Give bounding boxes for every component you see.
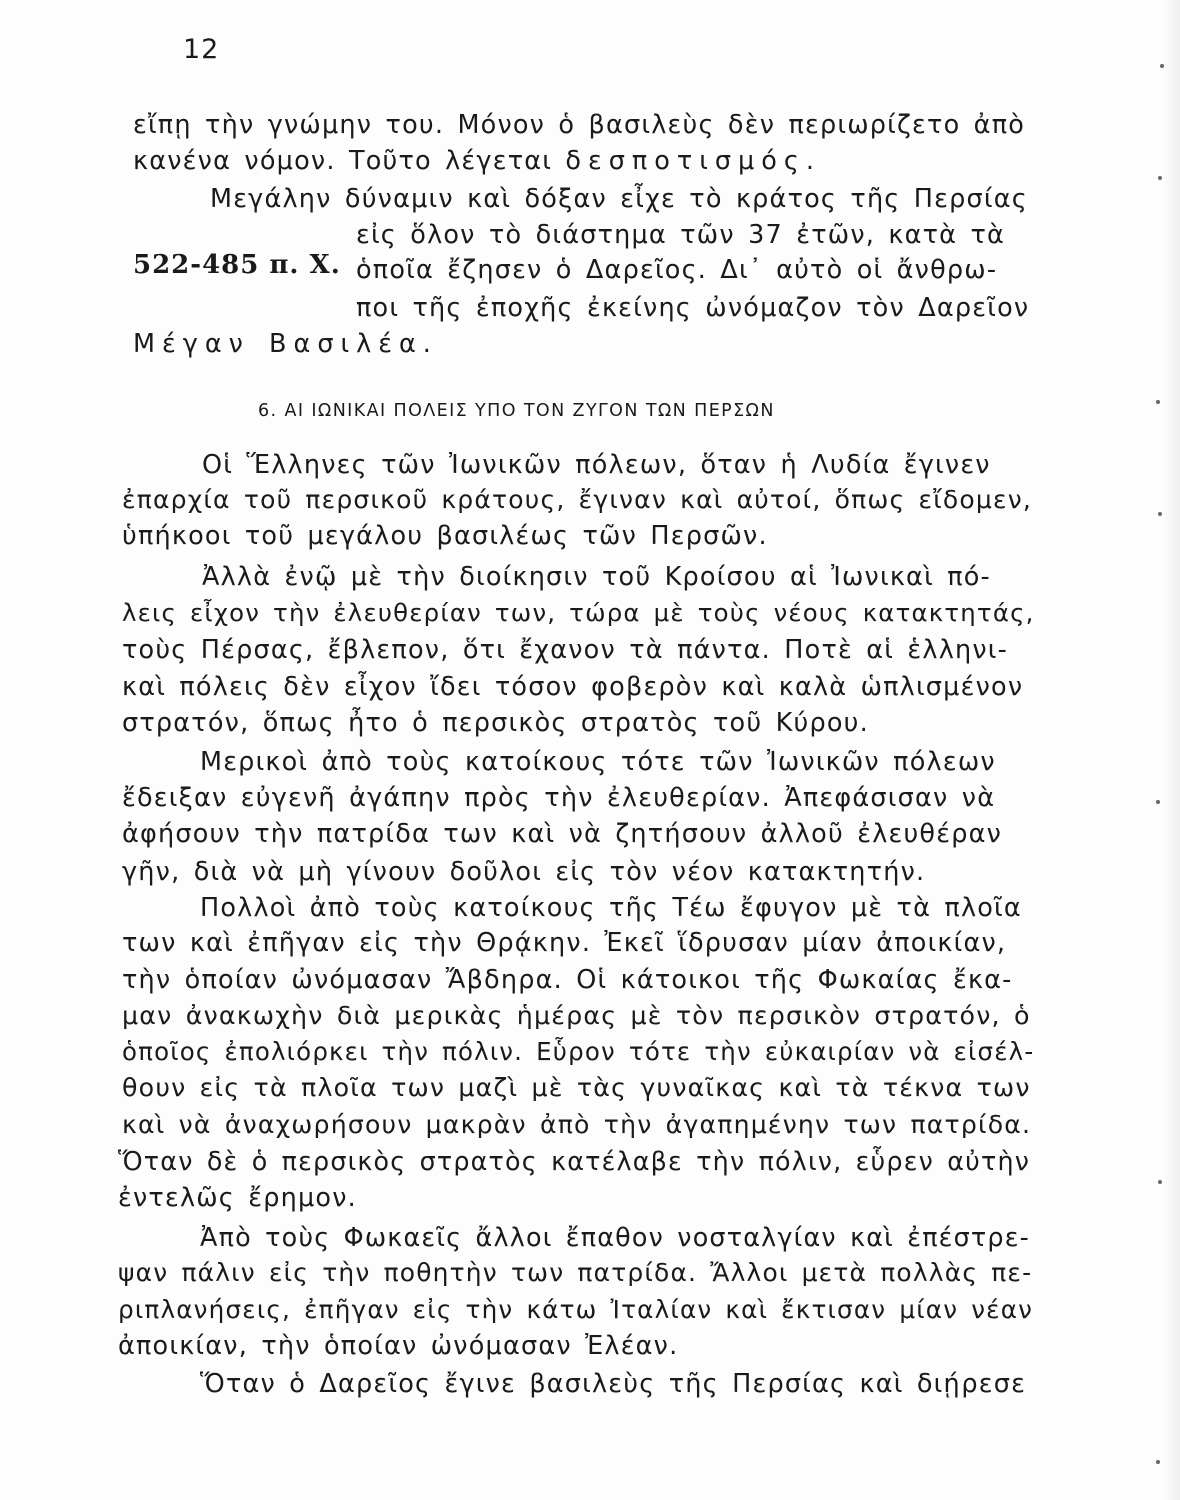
- scan-speck: [1156, 800, 1160, 804]
- text-line: Μερικοὶ ἀπὸ τοὺς κατοίκους τότε τῶν Ἰωνικῶν πόλεων: [200, 747, 996, 777]
- emphasized-title: Μέγαν Βασιλέα.: [133, 329, 438, 359]
- section-heading: 6. ΑΙ ΙΩΝΙΚΑΙ ΠΟΛΕΙΣ ΥΠΟ ΤΟΝ ΖΥΓΟΝ ΤΩΝ ΠΕΡΣΩΝ: [258, 401, 775, 421]
- text-line: τοὺς Πέρσας, ἔβλεπον, ὅτι ἔχανον τὰ πάντα. Ποτὲ αἱ ἑλληνι-: [122, 635, 1009, 665]
- text-line: ἐντελῶς ἔρημον.: [118, 1183, 357, 1213]
- text-line: Ἀπὸ τοὺς Φωκαεῖς ἄλλοι ἔπαθον νοσταλγίαν καὶ ἐπέστρε-: [200, 1222, 1031, 1252]
- text-line: ἀποικίαν, τὴν ὁποίαν ὠνόμασαν Ἐλέαν.: [118, 1331, 679, 1361]
- text-line: τὴν ὁποίαν ὠνόμασαν Ἄβδηρα. Οἱ κάτοικοι τῆς Φωκαίας ἔκα-: [122, 965, 1013, 995]
- text-line: Μεγάλην δύναμιν καὶ δόξαν εἶχε τὸ κράτος τῆς Περσίας: [210, 184, 1028, 214]
- text-line: ἔδειξαν εὐγενῆ ἀγάπην πρὸς τὴν ἐλευθερίαν. Ἀπεφάσισαν νὰ: [122, 783, 996, 813]
- text-line: Πολλοὶ ἀπὸ τοὺς κατοίκους τῆς Τέω ἔφυγον μὲ τὰ πλοῖα: [200, 893, 1022, 923]
- text-line: καὶ πόλεις δὲν εἶχον ἴδει τόσον φοβερὸν καὶ καλὰ ὡπλισμένον: [122, 672, 1024, 702]
- text-line: των καὶ ἐπῆγαν εἰς τὴν Θρᾴκην. Ἐκεῖ ἵδρυσαν μίαν ἀποικίαν,: [122, 928, 1007, 958]
- text-line: ὁποῖος ἐπολιόρκει τὴν πόλιν. Εὗρον τότε τὴν εὐκαιρίαν νὰ εἰσέλ-: [122, 1037, 1035, 1066]
- text-line: ὑπήκοοι τοῦ μεγάλου βασιλέως τῶν Περσῶν.: [122, 521, 768, 551]
- text-line: γῆν, διὰ νὰ μὴ γίνουν δοῦλοι εἰς τὸν νέον κατακτητήν.: [122, 857, 926, 887]
- text-line: Ὅταν δὲ ὁ περσικὸς στρατὸς κατέλαβε τὴν πόλιν, εὗρεν αὐτὴν: [118, 1146, 1031, 1176]
- text-line: ἀφήσουν τὴν πατρίδα των καὶ νὰ ζητήσουν ἀλλοῦ ἐλευθέραν: [122, 819, 1003, 849]
- text-line: Ὅταν ὁ Δαρεῖος ἔγινε βασιλεὺς τῆς Περσίας καὶ διῄρεσε: [200, 1369, 1027, 1399]
- text-line-start: κανένα νόμον. Τοῦτο λέγεται: [133, 146, 566, 176]
- emphasized-term: δεσποτισμός.: [565, 146, 821, 176]
- scan-speck: [1156, 400, 1160, 404]
- text-line: εἴπῃ τὴν γνώμην του. Μόνον ὁ βασιλεὺς δὲν περιωρίζετο ἀπὸ: [133, 110, 1026, 140]
- text-line: ριπλανήσεις, ἐπῆγαν εἰς τὴν κάτω Ἰταλίαν καὶ ἔκτισαν μίαν νέαν: [118, 1295, 1034, 1324]
- text-line: ὁποῖα ἔζησεν ὁ Δαρεῖος. Δι᾽ αὐτὸ οἱ ἄνθρω-: [356, 255, 998, 285]
- text-line: στρατόν, ὅπως ἦτο ὁ περσικὸς στρατὸς τοῦ Κύρου.: [122, 708, 869, 738]
- text-line: ἐπαρχία τοῦ περσικοῦ κράτους, ἔγιναν καὶ αὐτοί, ὅπως εἴδομεν,: [122, 485, 1033, 514]
- text-line: ποι τῆς ἐποχῆς ἐκείνης ὠνόμαζον τὸν Δαρεῖον: [356, 293, 1030, 323]
- text-line: Ἀλλὰ ἐνῷ μὲ τὴν διοίκησιν τοῦ Κροίσου αἱ Ἰωνικαὶ πό-: [202, 562, 991, 592]
- text-line: ψαν πάλιν εἰς τὴν ποθητὴν των πατρίδα. Ἄλλοι μετὰ πολλὰς πε-: [118, 1258, 1033, 1287]
- page-edge-shadow: [1162, 0, 1180, 1500]
- text-line: Οἱ Ἕλληνες τῶν Ἰωνικῶν πόλεων, ὅταν ἡ Λυδία ἔγινεν: [202, 450, 991, 480]
- scan-speck: [1156, 1460, 1160, 1464]
- margin-date-note: 522-485 π. Χ.: [133, 250, 341, 280]
- page-number: 12: [183, 34, 220, 65]
- text-line: [133, 146, 821, 176]
- text-line: λεις εἶχον τὴν ἐλευθερίαν των, τώρα μὲ τοὺς νέους κατακτητάς,: [122, 598, 1035, 627]
- text-line: μαν ἀνακωχὴν διὰ μερικὰς ἡμέρας μὲ τὸν περσικὸν στρατόν, ὁ: [122, 1001, 1031, 1030]
- text-line: καὶ νὰ ἀναχωρήσουν μακρὰν ἀπὸ τὴν ἀγαπημένην των πατρίδα.: [122, 1110, 1032, 1139]
- text-line: θουν εἰς τὰ πλοῖα των μαζὶ μὲ τὰς γυναῖκας καὶ τὰ τέκνα των: [122, 1073, 1031, 1102]
- text-line: εἰς ὅλον τὸ διάστημα τῶν 37 ἐτῶν, κατὰ τὰ: [356, 220, 1006, 250]
